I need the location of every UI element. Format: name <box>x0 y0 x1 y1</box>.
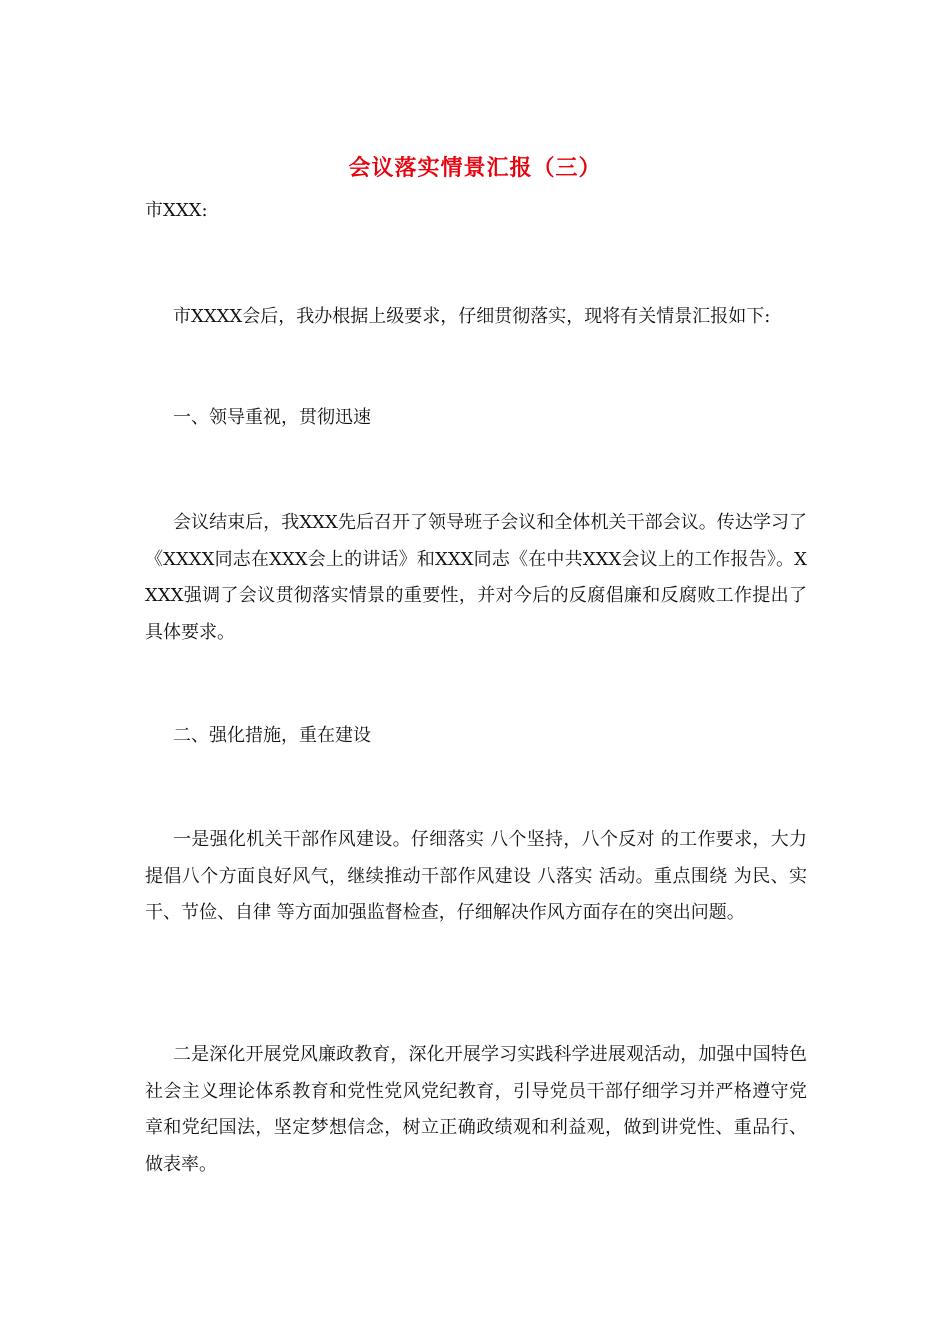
section-heading-2: 二、强化措施，重在建设 <box>173 725 371 746</box>
salutation: 市XXX: <box>145 200 208 221</box>
document-title: 会议落实情景汇报（三） <box>348 155 602 181</box>
intro-paragraph: 市XXXX会后，我办根据上级要求，仔细贯彻落实，现将有关情景汇报如下: <box>173 306 771 327</box>
body-paragraph-3: 二是深化开展党风廉政教育，深化开展学习实践科学进展观活动，加强中国特色社会主义理论体系教育和党性党风党纪教育，引导党员干部仔细学习并严格遵守党章和党纪国法，坚定梦想信念，树立正确政绩观和利益观，做到讲党性、重品行、做表率。 <box>145 1044 807 1175</box>
body-paragraph-1: 会议结束后，我XXX先后召开了领导班子会议和全体机关干部会议。传达学习了《XXXX同志在XXX会上的讲话》和XXX同志《在中共XXX会议上的工作报告》。XXXX强调了会议贯彻落实情景的重要性，并对今后的反腐倡廉和反腐败工作提出了具体要求。 <box>145 512 807 643</box>
body-paragraph-2: 一是强化机关干部作风建设。仔细落实 八个坚持，八个反对 的工作要求，大力提倡八个方面良好风气，继续推动干部作风建设 八落实 活动。重点围绕 为民、实干、节俭、自律 等方面加强监督检查，仔细解决作风方面存在的突出问题。 <box>145 829 807 923</box>
section-heading-1: 一、领导重视，贯彻迅速 <box>173 407 371 428</box>
